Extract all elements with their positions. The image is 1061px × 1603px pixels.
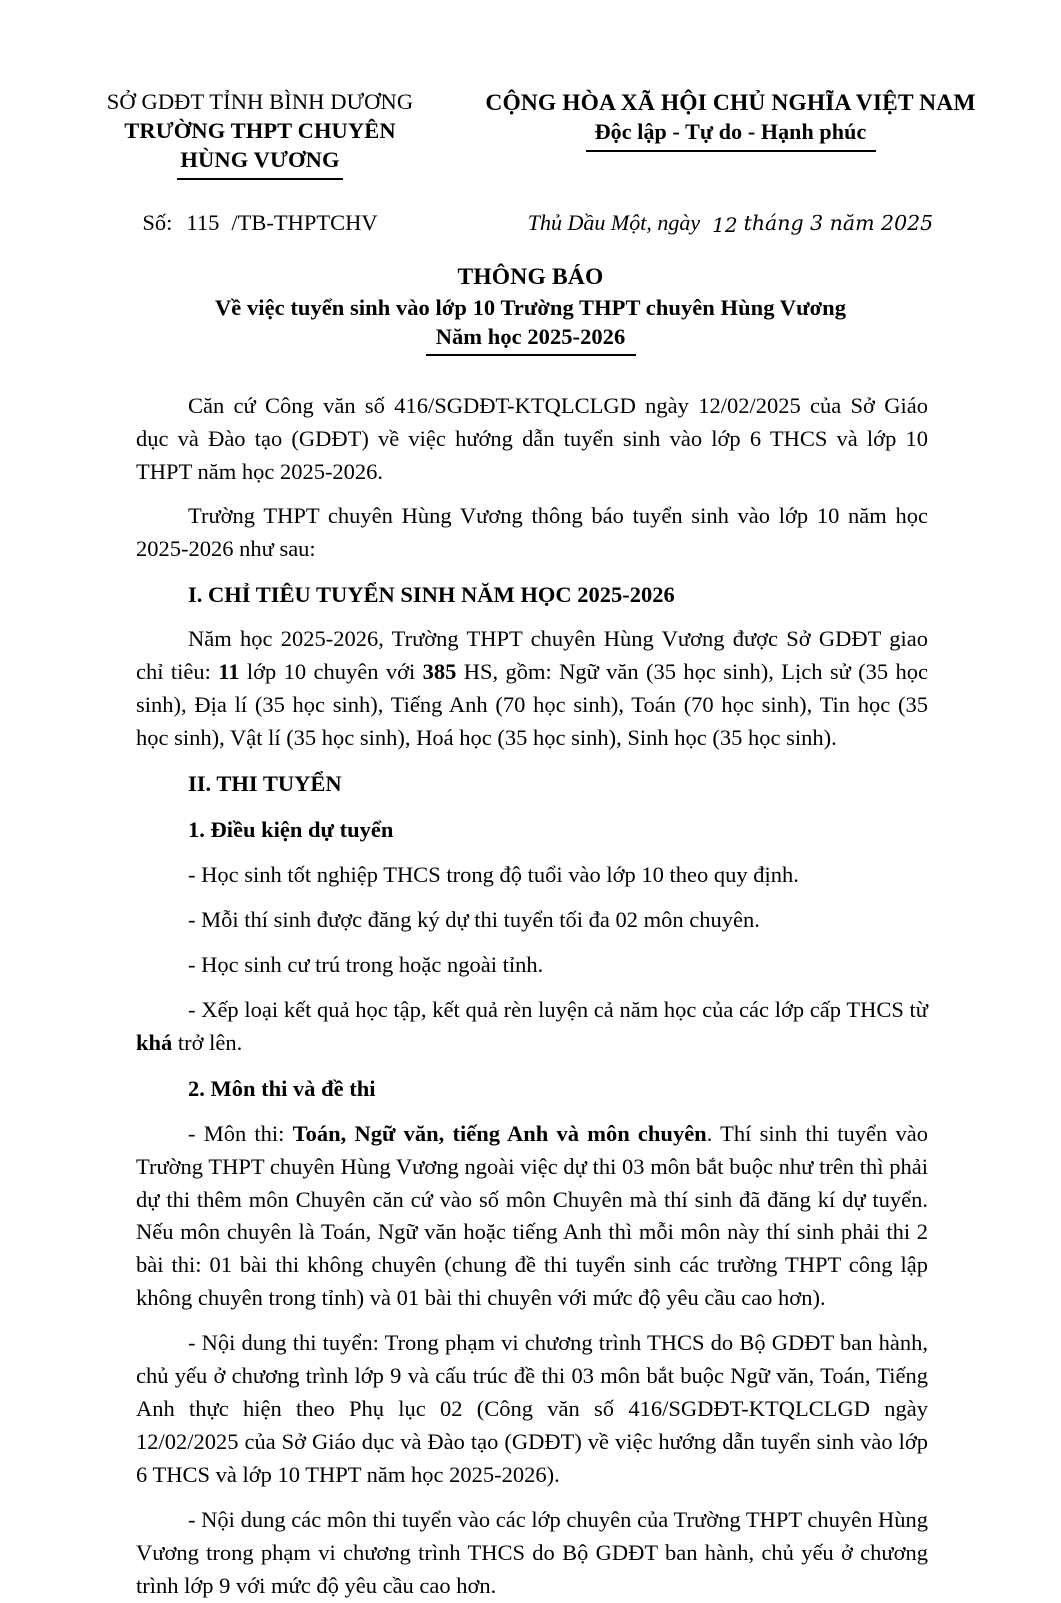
date-day-value: 12 xyxy=(712,213,738,238)
paragraph-specialized-content: - Nội dung các môn thi tuyển vào các lớp chuyên của Trường THPT chuyên Hùng Vương trong phạm vi chương trình THCS do Bộ GDĐT ban hành, chủ yếu ở chương trình lớp 9 với mức độ yêu cầu cao hơn. xyxy=(136,1507,928,1598)
department-name: SỞ GDĐT TỈNH BÌNH DƯƠNG xyxy=(106,89,414,114)
bullet-4-part2: trở lên. xyxy=(172,1029,243,1055)
document-number-label: Số: xyxy=(142,210,173,236)
eligibility-bullet-3: - Học sinh cư trú trong hoặc ngoài tỉnh. xyxy=(188,951,544,977)
document-type-title: THÔNG BÁO xyxy=(457,264,604,291)
quota-text-part2: lớp 10 chuyên với xyxy=(239,659,423,685)
national-heading xyxy=(460,88,1001,152)
paragraph-legal-basis: Căn cứ Công văn số 416/SGDĐT-KTQLCLGD ngày 12/02/2025 của Sở Giáo dục và Đào tạo (GDĐT) về việc hướng dẫn tuyển sinh vào lớp 6 THCS và lớp 10 THPT năm học 2025-2026. xyxy=(136,393,928,485)
school-name-line1: TRƯỜNG THPT CHUYÊN xyxy=(124,117,396,143)
document-subject: Về việc tuyển sinh vào lớp 10 Trường THPT chuyên Hùng Vương xyxy=(215,294,846,320)
paragraph-quota-detail xyxy=(136,623,928,755)
paragraph-exam-subjects xyxy=(136,1118,928,1316)
document-body xyxy=(0,390,1061,1603)
bullet-4-part1: - Xếp loại kết quả học tập, kết quả rèn luyện cả năm học của các lớp cấp THCS từ xyxy=(188,996,928,1022)
quota-text-part3: HS, gồm: Ngữ văn (35 học sinh), Lịch sử (35 học sinh), Địa lí (35 học sinh), Tiếng Anh (70 học sinh), Toán (70 học sinh), Tin học (35 học sinh), Vật lí (35 học sinh), Hoá học (35 học sinh), Sinh học (35 học sinh). xyxy=(136,659,928,751)
eligibility-bullet-1: - Học sinh tốt nghiệp THCS trong độ tuổi vào lớp 10 theo quy định. xyxy=(188,861,799,887)
country-name: CỘNG HÒA XÃ HỘI CHỦ NGHĨA VIỆT NAM xyxy=(485,90,976,116)
section-heading-quota: I. CHỈ TIÊU TUYỂN SINH NĂM HỌC 2025-2026 xyxy=(188,582,675,608)
eligibility-bullet-4 xyxy=(136,994,928,1060)
paragraph-exam-content: - Nội dung thi tuyển: Trong phạm vi chương trình THCS do Bộ GDĐT ban hành, chủ yếu ở chương trình lớp 9 và cấu trúc đề thi 03 môn bắt buộc Ngữ văn, Toán, Tiếng Anh thực hiện theo Phụ lục 02 (Công văn số 416/SGDĐT-KTQLCLGD ngày 12/02/2025 của Sở Giáo dục và Đào tạo (GDĐT) về việc hướng dẫn tuyển sinh vào lớp 6 THCS và lớp 10 THPT năm học 2025-2026). xyxy=(136,1330,928,1488)
header-right-divider xyxy=(586,150,876,152)
document-number-suffix: /TB-THPTCHV xyxy=(231,210,378,236)
bullet-4-emphasis: khá xyxy=(136,1029,173,1055)
issuing-organization xyxy=(60,88,460,180)
place-and-date xyxy=(460,210,1001,236)
subjects-part1: - Môn thi: xyxy=(188,1120,293,1146)
document-school-year: Năm học 2025-2026 xyxy=(435,324,626,350)
place-date-prefix: Thủ Dầu Một, ngày xyxy=(527,210,701,236)
school-name-line2: HÙNG VƯƠNG xyxy=(180,146,340,172)
subjects-part2: . Thí sinh thi tuyển vào Trường THPT chuyên Hùng Vương ngoài việc dự thi 03 môn bắt buộc như trên thì phải dự thi thêm môn Chuyên căn cứ vào số môn Chuyên mà thí sinh đã đăng kí dự tuyển. Nếu môn chuyên là Toán, Ngữ văn hoặc tiếng Anh thì mỗi môn này thí sinh phải thi 2 bài thi: 01 bài thi không chuyên (chung đề thi tuyển sinh các trường THPT công lập không chuyên trong tỉnh) và 01 bài thi chuyên với mức độ yêu cầu cao hơn). xyxy=(136,1120,928,1311)
document-header xyxy=(0,0,1061,180)
section-heading-exam: II. THI TUYỂN xyxy=(188,770,342,796)
document-number xyxy=(60,210,460,236)
quota-text-part1: Năm học 2025-2026, Trường THPT chuyên Hùng Vương được Sở GDĐT giao chỉ tiêu: xyxy=(136,626,928,685)
eligibility-bullet-2: - Mỗi thí sinh được đăng ký dự thi tuyển tối đa 02 môn chuyên. xyxy=(188,906,760,932)
subsection-heading-eligibility: 1. Điều kiện dự tuyển xyxy=(188,816,394,842)
header-left-divider xyxy=(177,178,343,180)
title-divider xyxy=(426,354,636,356)
subjects-emphasis: Toán, Ngữ văn, tiếng Anh và môn chuyên xyxy=(292,1120,707,1146)
paragraph-announcement: Trường THPT chuyên Hùng Vương thông báo tuyển sinh vào lớp 10 năm học 2025-2026 như sau: xyxy=(136,503,928,562)
quota-class-count: 11 xyxy=(218,659,240,685)
document-number-value: 115 xyxy=(186,210,220,236)
quota-student-count: 385 xyxy=(422,659,457,685)
document-meta-row xyxy=(0,210,1061,236)
document-title-block xyxy=(0,262,1061,356)
subsection-heading-subjects: 2. Môn thi và đề thi xyxy=(188,1075,376,1101)
national-motto: Độc lập - Tự do - Hạnh phúc xyxy=(594,119,867,145)
date-month-year: tháng 3 năm 2025 xyxy=(743,211,934,236)
